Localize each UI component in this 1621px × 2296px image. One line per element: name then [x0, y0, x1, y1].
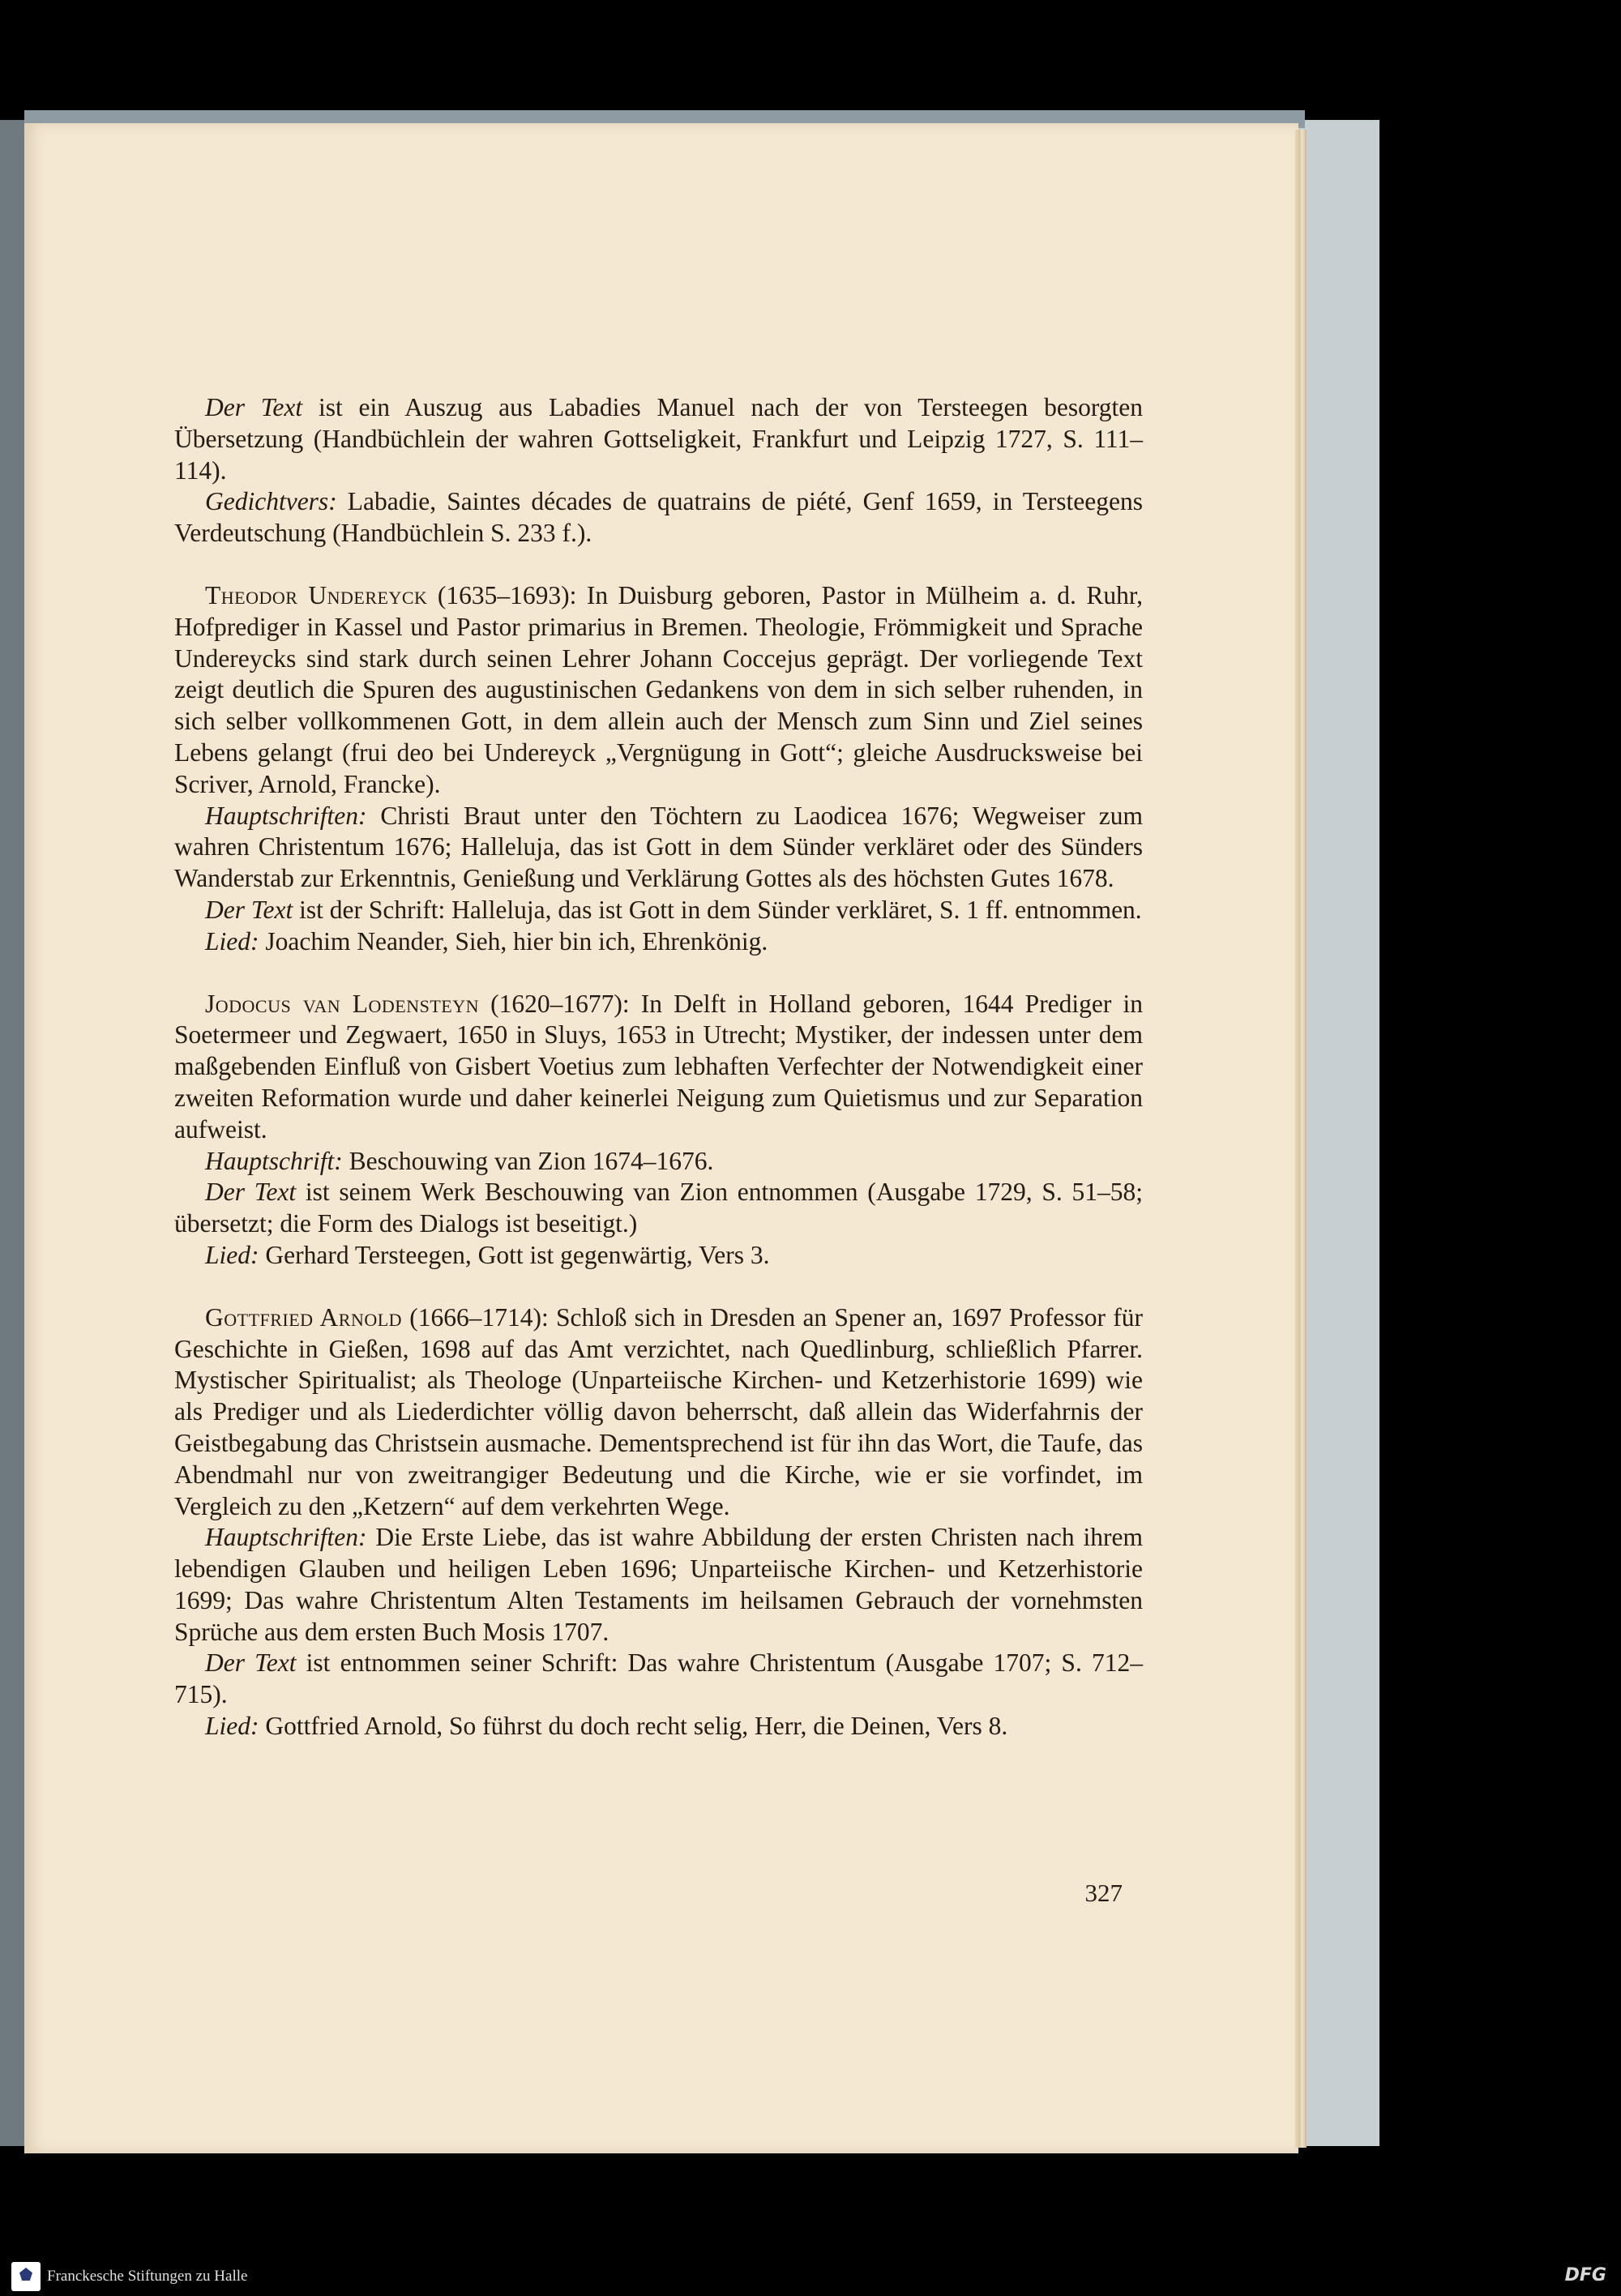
italic-label: Der Text — [205, 1178, 297, 1207]
italic-label: Der Text — [205, 393, 303, 421]
paragraph-gap — [174, 549, 1143, 580]
paragraph-text: (1620–1677): In Delft in Holland geboren, 1644 Prediger in Soetermeer und Zegwaert, 1650 in Sluys, 1653 in Utrecht; Mystiker, der indessen unter dem maßgebenden Einfluß von Gisbert Voetius zum lebhaften Verfechter der Notwendigkeit einer zweiten Reformation wurde und daher keinerlei Neigung zum Quietismus und zur Separation aufweist. — [174, 989, 1143, 1144]
paragraph-text: (1666–1714): Schloß sich in Dresden an Spener an, 1697 Professor für Geschichte in Gießen, 1698 auf das Amt verzichtet, nach Quedlinburg, schließlich Pfarrer. Mystischer Spiritualist; als Theologe (Unparteiische Kirchen- und Ketzerhistorie 1699) wie als Prediger und als Liederdichter völlig davon beherrscht, daß allein das Widerfahrnis der Geistbegabung das Christsein ausmache. Dementsprechend ist für ihn das Wort, die Taufe, das Abendmahl nur von zweitrangiger Bedeutung und die Kirche, wie er sie vorfindet, im Vergleich zu den „Ketzern“ auf dem verkehrten Wege. — [174, 1302, 1143, 1520]
paragraph — [174, 486, 1143, 549]
italic-label: Hauptschriften: — [205, 1523, 367, 1552]
italic-label: Der Text — [205, 895, 293, 924]
italic-label: Gedichtvers: — [205, 487, 337, 516]
paragraph — [174, 895, 1143, 926]
paragraph-text: ist entnommen seiner Schrift: Das wahre Christentum (Ausgabe 1707; S. 712–715). — [174, 1648, 1143, 1709]
paragraph-text: Joachim Neander, Sieh, hier bin ich, Ehrenkönig. — [259, 926, 768, 956]
author-name: Jodocus van Lodensteyn — [205, 989, 480, 1018]
page-text-body — [174, 392, 1143, 1742]
paragraph-text: ist ein Auszug aus Labadies Manuel nach der von Tersteegen besorgten Übersetzung (Handbüchlein der wahren Gottseligkeit, Frankfurt und Leipzig 1727, S. 111–114). — [174, 393, 1143, 485]
author-name: Theodor Undereyck — [205, 580, 428, 609]
paragraph-text: Beschouwing van Zion 1674–1676. — [342, 1146, 714, 1175]
dfg-logo: DFG — [1564, 2265, 1606, 2285]
paragraph-text: ist der Schrift: Halleluja, das ist Gott in dem Sünder verkläret, S. 1 ff. entnommen. — [293, 895, 1142, 924]
paragraph — [174, 1240, 1143, 1272]
paragraph-gap — [174, 1272, 1143, 1302]
book-page — [24, 123, 1298, 2153]
paragraph-text: Christi Braut unter den Töchtern zu Laodicea 1676; Wegweiser zum wahren Christentum 1676; Halleluja, das ist Gott in dem Sünder verkläret oder des Sünders Wanderstab zur Erkenntnis, Genießung und Verklärung Gottes als des höchsten Gutes 1678. — [174, 801, 1143, 893]
paragraph-text: Die Erste Liebe, das ist wahre Abbildung der ersten Christen nach ihrem lebendigen Glauben und heiligen Leben 1696; Unparteiische Kirchen- und Ketzerhistorie 1699; Das wahre Christentum Alten Testaments im heilsamen Gebrauch der vornehmsten Sprüche aus dem ersten Buch Mosis 1707. — [174, 1523, 1143, 1646]
paragraph — [174, 801, 1143, 895]
paragraph — [174, 1648, 1143, 1711]
paragraph-text: Gottfried Arnold, So führst du doch recht selig, Herr, die Deinen, Vers 8. — [259, 1712, 1008, 1741]
paragraph — [174, 392, 1143, 486]
italic-label: Lied: — [205, 1712, 259, 1741]
paragraph-text: ist seinem Werk Beschouwing van Zion entnommen (Ausgabe 1729, S. 51–58; übersetzt; die Form des Dialogs ist beseitigt.) — [174, 1178, 1143, 1238]
italic-label: Der Text — [205, 1648, 297, 1678]
author-name: Gottfried Arnold — [205, 1302, 403, 1332]
paragraph-text: (1635–1693): In Duisburg geboren, Pastor in Mülheim a. d. Ruhr, Hofprediger in Kassel und Pastor primarius in Bremen. Theologie, Frömmigkeit und Sprache Undereycks sind stark durch seinen Lehrer Johann Coccejus geprägt. Der vorliegende Text zeigt deutlich die Spuren des augustinischen Gedankens von dem in sich selber ruhenden, in sich selber vollkommenen Gott, in dem allein auch der Mensch zum Sinn und Ziel seines Lebens gelangt (frui deo bei Undereyck „Vergnügung in Gott“; gleiche Ausdrucksweise bei Scriver, Arnold, Francke). — [174, 580, 1143, 798]
paragraph — [174, 1146, 1143, 1178]
paragraph — [174, 926, 1143, 958]
institution-logo-icon — [11, 2262, 41, 2291]
italic-label: Lied: — [205, 1240, 259, 1269]
paragraph-gap — [174, 958, 1143, 989]
paragraph — [174, 1522, 1143, 1648]
paragraph — [174, 989, 1143, 1146]
page-number: 327 — [1084, 1879, 1123, 1907]
italic-label: Hauptschriften: — [205, 801, 367, 830]
paragraph-text: Labadie, Saintes décades de quatrains de piété, Genf 1659, in Tersteegens Verdeutschung (Handbüchlein S. 233 f.). — [174, 487, 1143, 548]
paragraph-text: Gerhard Tersteegen, Gott ist gegenwärtig, Vers 3. — [259, 1240, 770, 1269]
paragraph — [174, 580, 1143, 801]
page-edge — [1295, 130, 1307, 2148]
paragraph — [174, 1711, 1143, 1742]
italic-label: Hauptschrift: — [205, 1146, 343, 1175]
italic-label: Lied: — [205, 926, 259, 956]
paragraph — [174, 1302, 1143, 1523]
footer-institution: Franckesche Stiftungen zu Halle — [47, 2268, 248, 2285]
paragraph — [174, 1177, 1143, 1240]
